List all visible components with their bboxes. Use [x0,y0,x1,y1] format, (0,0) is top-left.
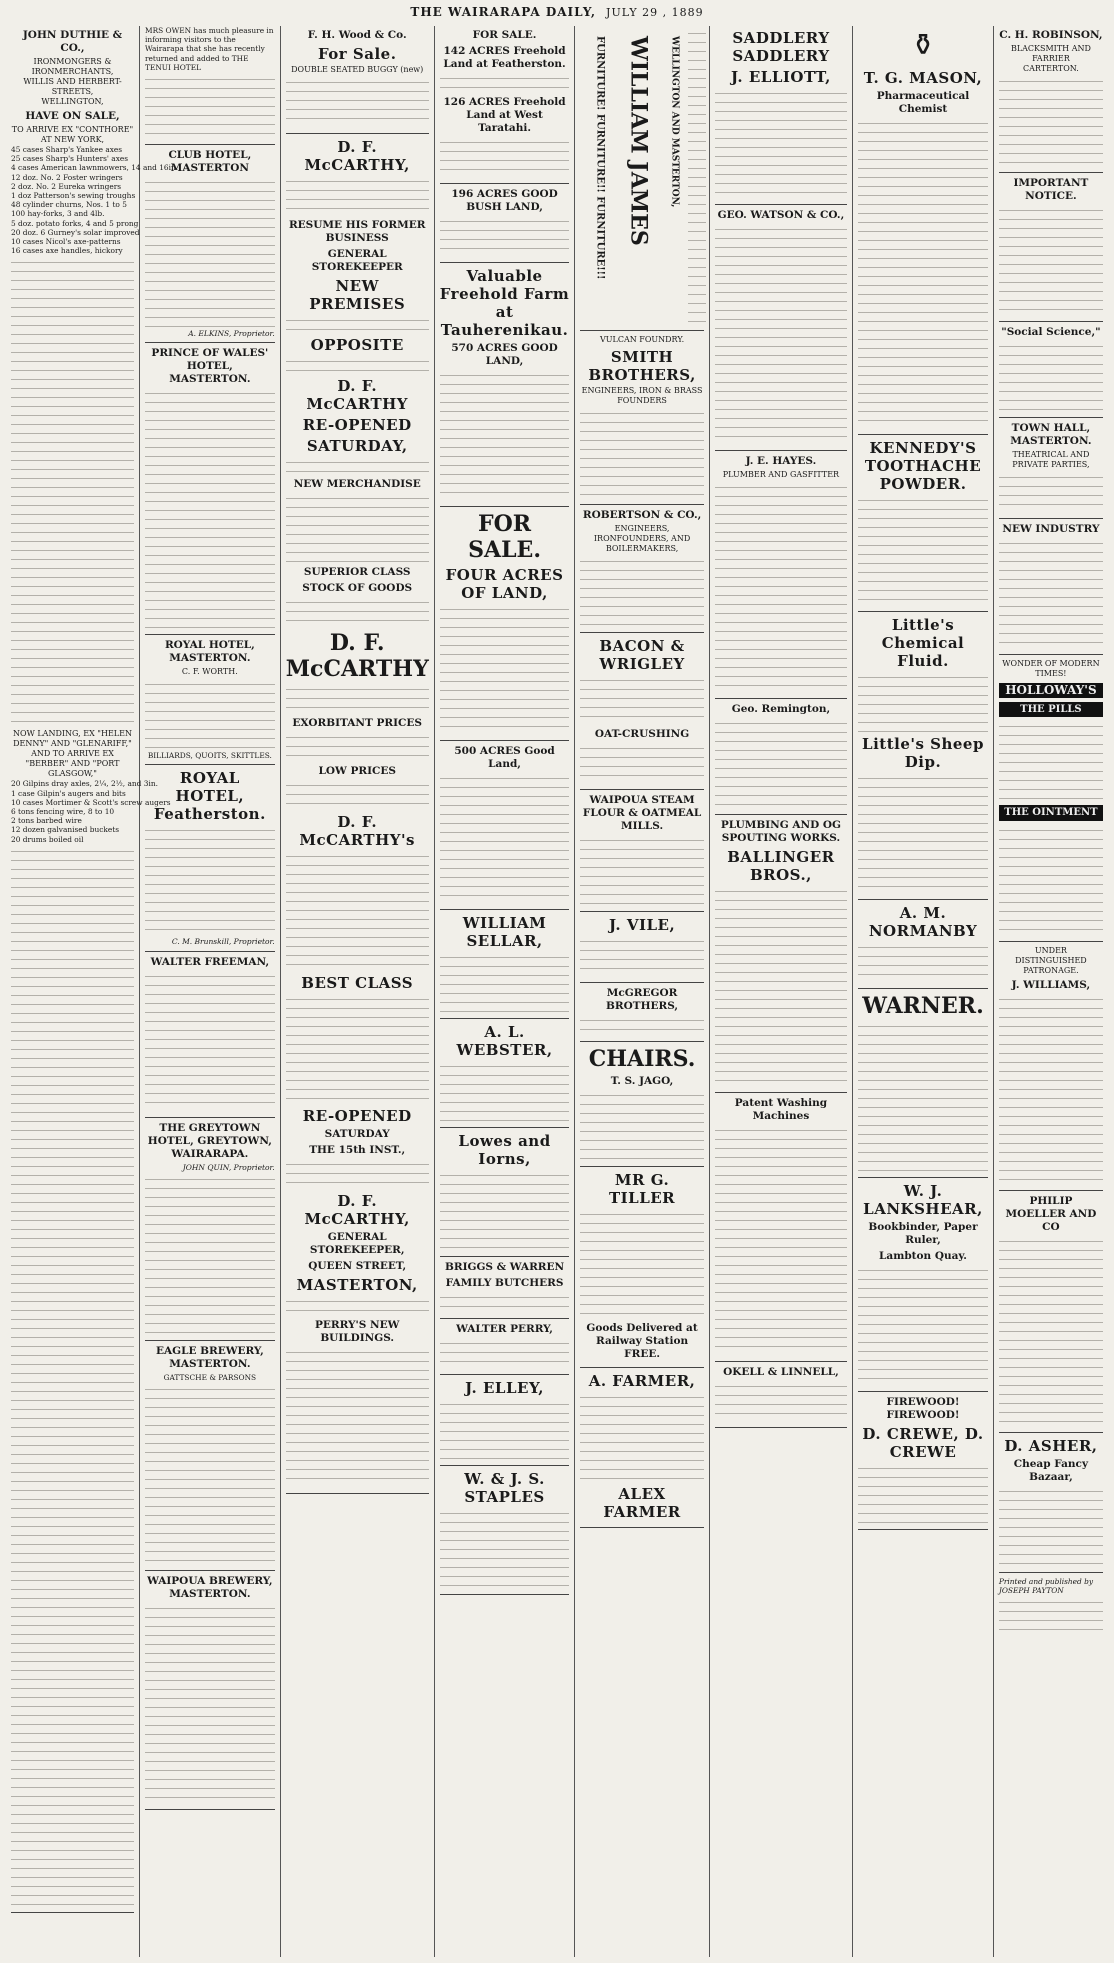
land-126: 126 ACRES Freehold Land at West Taratahi. [443,96,566,134]
duthie-item2: 12 dozen galvanised buckets [11,825,120,835]
crewe-heading: D. CREWE, D. CREWE [862,1425,984,1461]
column-1 [6,26,179,1957]
prince-heading: PRINCE OF WALES' HOTEL, MASTERTON. [151,347,269,386]
washing-ad [715,1097,847,1362]
duthie-item: 25 cases Sharp's Hunters' axes [11,154,129,164]
sellar-heading: WILLIAM SELLAR, [462,914,547,950]
industry-ad [999,523,1103,655]
text-block [286,493,429,563]
mccarthy-saturday-2: SATURDAY [324,1128,390,1140]
club-heading: CLUB HOTEL, MASTERTON [168,149,252,175]
firewood-heading: FIREWOOD! FIREWOOD! [886,1396,960,1421]
mccarthy-reopened-2: RE-OPENED [302,1107,412,1125]
lankshear-trade: Bookbinder, Paper Ruler, [868,1221,978,1246]
text-block [999,341,1103,411]
elliott-heading: J. ELLIOTT, [731,68,831,86]
text-block [999,1597,1103,1637]
townhall-heading: TOWN HALL, MASTERTON. [1010,422,1092,447]
duthie-item: 12 doz. No. 2 Foster wringers [11,172,123,182]
farmer-heading: A. FARMER, [588,1372,696,1390]
ballinger-heading: BALLINGER BROS., [727,848,835,884]
mccarthy-resume: RESUME HIS FORMER BUSINESS [288,219,426,244]
royal-ad [145,639,275,765]
text-block [858,773,988,893]
mccarthy-name-3: D. F. McCARTHY [285,630,429,682]
holloway-heading: HOLLOWAY'S [999,683,1103,698]
elley-ad [440,1379,570,1466]
oat-crushing: OAT-CRUSHING [594,728,690,740]
remington-ad [715,703,847,815]
normanby-heading: A. M. NORMANBY [868,904,978,940]
townhall-ad [999,422,1103,519]
text-block [145,825,275,935]
text-block [11,846,134,1906]
tenui-ad [145,26,275,145]
little-ad [858,616,988,900]
text-block [580,1209,703,1319]
robertson-heading: ROBERTSON & CO., [582,509,702,521]
text-block [580,408,703,498]
column-3 [281,26,435,1957]
little-dip: Little's Sheep Dip. [862,735,984,771]
land-ad [440,29,570,184]
watson-heading: GEO. WATSON & CO., [717,209,845,221]
text-block [145,679,275,749]
jago-heading: T. S. JAGO, [610,1075,674,1087]
mccarthy-queen: QUEEN STREET, [308,1260,407,1272]
warner-ad [858,993,988,1178]
four-acres-ad [440,511,570,741]
eagle-ad [145,1345,275,1571]
mccarthy-date: THE 15th INST., [309,1144,406,1156]
text-block [580,675,703,725]
ointment-heading: THE OINTMENT [999,805,1103,820]
duthie-ad [11,29,179,1913]
column-8 [994,26,1108,1957]
bacon-ad [580,637,703,790]
text-block [580,835,703,905]
text-block [440,604,570,734]
duthie-item2: 20 Gilpins dray axles, 2¼, 2½, and 3in. [11,779,158,789]
text-block [580,1392,703,1482]
mccarthy-opposite: OPPOSITE [310,336,404,354]
text-block [286,1296,429,1316]
duthie-item: 20 doz. 6 Gurney's solar improved [11,227,140,237]
text-block [858,672,988,732]
mccarthy-storekeeper: GENERAL STOREKEEPER [311,248,403,273]
text-block [999,721,1103,801]
duthie-firm: JOHN DUTHIE & CO., [22,29,123,54]
waipoua-brewery-ad [145,1575,275,1810]
text-block [286,684,429,714]
column-2 [140,26,281,1957]
sellar-ad [440,914,570,1019]
text-block [715,886,847,1086]
duthie-sale: HAVE ON SALE, [25,110,120,122]
robertson-ad [580,509,703,633]
chairs-ad [580,1046,703,1167]
text-block [145,971,275,1111]
tiller-goods: Goods Delivered at Railway Station FREE. [586,1322,698,1360]
text-block [286,732,429,762]
williams-ad [999,946,1103,1191]
text-block [286,77,429,127]
text-block [440,952,570,1012]
masthead-title: THE WAIRARAPA DAILY, [410,5,597,19]
duthie-item: 16 cases axe handles, hickory [11,246,123,256]
notice-ad [999,177,1103,322]
perry-ad [440,1323,570,1375]
four-acres-forsale: FOR SALE. [468,511,541,563]
briggs-ad [440,1261,570,1319]
duthie-item2: 10 cases Mortimer & Scott's screw augers [11,797,171,807]
column-7 [853,26,994,1957]
duthie-item2: 1 case Gilpin's augers and bits [11,788,126,798]
furniture-ad [580,26,703,331]
mccarthy-best: BEST CLASS [301,974,414,992]
mason-heading: T. G. MASON, [863,69,983,87]
hayes-heading: J. E. HAYES. [745,455,817,467]
lankshear-location: Lambton Quay. [879,1250,967,1262]
mccarthy-premises: NEW PREMISES [309,277,406,313]
text-block [11,257,134,727]
vile-heading: J. VILE, [608,916,676,934]
gattsche: GATTSCHE & PARSONS [163,1372,257,1382]
masthead [0,0,1114,24]
wood-ad [286,29,429,134]
furniture-james: WILLIAM JAMES [626,36,653,246]
smith-trade: ENGINEERS, IRON & BRASS FOUNDERS [581,386,703,405]
text-block [440,1508,570,1588]
text-block [286,597,429,627]
firewood-ad [858,1396,988,1530]
freeman-heading: WALTER FREEMAN, [150,955,270,968]
land-500-ad [440,745,570,910]
saddlery-ad [715,29,847,205]
text-block [858,1463,988,1523]
moeller-heading: PHILIP MOELLER AND CO [1005,1194,1097,1233]
bacon-heading: BACON & WRIGLEY [599,637,685,673]
column-4 [435,26,576,1957]
duthie-address: WILLIS AND HERBERT-STREETS, [23,77,122,96]
williams-heading: J. WILLIAMS, [1011,978,1091,991]
mccarthy-exorbitant: EXORBITANT PRICES [292,717,422,729]
four-acres-heading: FOUR ACRES OF LAND, [445,566,564,602]
duthie-landing: NOW LANDING, EX "HELEN DENNY" AND "GLENARIFF," AND TO ARRIVE EX "BERBER" AND "PORT GLASGOW," [13,729,132,779]
mccarthy-name-2: D. F. McCARTHY [306,377,408,413]
columns [6,26,1108,1957]
text-block [440,73,570,93]
smith-heading: SMITH BROTHERS, [588,348,696,384]
prince-ad [145,347,275,635]
mccarthy-superior: SUPERIOR CLASS [303,566,411,578]
saddlery-heading: SADDLERY SADDLERY [732,29,830,65]
text-block [440,1170,570,1250]
mccarthy-reopened: RE-OPENED [302,416,412,434]
duthie-item: 4 cases American lawnmowers, 14 and 16in. [11,163,179,173]
text-block [580,1090,703,1160]
column-6 [710,26,853,1957]
text-block [286,356,429,374]
duthie-item2: 20 drums boiled oil [11,834,84,844]
patronage: UNDER DISTINGUISHED PATRONAGE. [1015,945,1087,975]
text-block [715,224,847,444]
elley-heading: J. ELLEY, [465,1379,544,1397]
washing-heading: Patent Washing Machines [734,1097,828,1122]
toothache-heading: KENNEDY'S TOOTHACHE POWDER. [864,439,982,493]
mccarthy-masterton: MASTERTON, [296,1276,418,1294]
text-block [858,942,988,982]
wood-buggy: DOUBLE SEATED BUGGY (new) [291,65,424,74]
text-block [145,1603,275,1803]
duthie-item: 100 hay-forks, 3 and 4lb. [11,209,105,219]
robertson-trade: ENGINEERS, IRONFOUNDERS, AND BOILERMAKERS, [593,524,691,553]
mccarthy-name-4: D. F. McCARTHY's [299,813,415,849]
club-signature: A. ELKINS, Proprietor. [188,329,275,339]
briggs-butchers: FAMILY BUTCHERS [445,1277,564,1289]
briggs-heading: BRIGGS & WARREN [444,1261,565,1273]
little-fluid: Little's Chemical Fluid. [881,616,965,670]
text-block [715,718,847,808]
text-block [999,825,1103,935]
mccarthy-merchandise: NEW MERCHANDISE [293,478,421,490]
land-196: 196 ACRES GOOD BUSH LAND, [451,188,558,213]
land-142: 142 ACRES Freehold Land at Featherston. [443,45,566,70]
waipoua-mills-ad [580,794,703,912]
text-block [440,1399,570,1459]
eagle-heading: EAGLE BREWERY, MASTERTON. [155,1344,264,1370]
text-block [715,88,847,198]
quin-signature: JOHN QUIN, Proprietor. [182,1162,275,1172]
text-block [858,495,988,605]
mcgregor-heading: McGREGOR BROTHERS, [606,987,679,1012]
furniture-vertical-mid [620,26,656,322]
tiller-ad [580,1171,703,1368]
farmer-footer: ALEX FARMER [603,1485,681,1521]
text-block [440,1061,570,1121]
webster-heading: A. L. WEBSTER, [456,1023,553,1059]
text-block [999,1486,1103,1566]
duthie-item: 45 cases Sharp's Yankee axes [11,145,123,154]
lankshear-ad [858,1182,988,1392]
text-block [286,315,429,333]
mccarthy-perry: PERRY'S NEW BUILDINGS. [315,1319,400,1344]
text-block [145,74,275,138]
text-block [286,1159,429,1189]
plumbing-heading: PLUMBING AND OG SPOUTING WORKS. [720,819,841,844]
royal-heading: ROYAL HOTEL, MASTERTON. [164,639,255,665]
text-block [999,994,1103,1184]
text-block [145,388,275,628]
plumbing-ad [715,819,847,1093]
wood-firm: F. H. Wood & Co. [307,29,407,41]
text-block [715,482,847,692]
duthie-item: 5 doz. potato forks, 4 and 5 prong [11,218,139,228]
hayes-trade: PLUMBER AND GASFITTER [722,470,840,479]
text-block [145,1384,275,1564]
watson-ad [715,209,847,451]
duthie-item: 2 doz. No. 2 Eureka wringers [11,181,122,191]
furniture-title: FURNITURE! FURNITURE!! FURNITURE!!! [595,36,607,280]
duthie-item2: 6 tons fencing wire, 8 to 10 [11,807,115,817]
waipoua-brewery-heading: WAIPOUA BREWERY, MASTERTON. [147,1575,273,1601]
staples-heading: W. & J. S. STAPLES [464,1470,545,1506]
greytown-heading: THE GREYTOWN HOTEL, GREYTOWN, WAIRARAPA. [147,1121,272,1160]
robinson-heading: C. H. ROBINSON, [999,29,1103,41]
text-block [858,1021,988,1171]
perry-heading: WALTER PERRY, [456,1323,553,1335]
mccarthy-saturday: SATURDAY, [306,437,408,455]
moeller-ad [999,1195,1103,1433]
chairs-heading: CHAIRS. [588,1046,696,1072]
text-block [440,370,570,500]
mccarthy-ad [286,138,429,1494]
text-block [440,1338,570,1368]
land-500: 500 ACRES Good Land, [454,745,555,770]
lowes-ad [440,1132,570,1257]
social-ad [999,326,1103,418]
robinson-ad [999,29,1103,173]
toothache-ad [858,439,988,612]
waipoua-mills-heading: WAIPOUA STEAM FLOUR & OATMEAL MILLS. [582,794,702,832]
greytown-ad [145,1122,275,1341]
text-block [580,936,703,976]
text-block [858,118,988,428]
pills-heading: THE PILLS [999,702,1103,717]
vulcan-heading: VULCAN FOUNDRY. [600,335,685,344]
asher-bazaar: Cheap Fancy Bazaar, [1013,1457,1089,1483]
text-block [440,216,570,256]
text-block [999,1236,1103,1426]
column-5 [575,26,709,1957]
text-block [145,177,275,327]
land-forsale: FOR SALE. [472,29,537,41]
text-block [440,773,570,903]
social-heading: "Social Science," [1001,326,1101,338]
furniture-vertical-left [588,26,610,322]
mccarthy-stock: STOCK OF GOODS [302,582,413,594]
club-ad [145,149,275,343]
mccarthy-low: LOW PRICES [318,765,396,777]
farmer-ad [580,1372,703,1528]
bush-ad [440,188,570,263]
freeman-ad [145,956,275,1118]
duthie-item: 1 doz Patterson's sewing troughs [11,191,136,201]
royal-featherston-ad [145,769,275,951]
robinson-trade: BLACKSMITH AND FARRIER [1010,44,1091,63]
text-block [858,1265,988,1385]
warner-heading: WARNER. [862,993,984,1019]
mcgregor-ad [580,987,703,1042]
text-block [440,1292,570,1312]
normanby-ad [858,904,988,989]
text-block [715,1381,847,1421]
hayes-ad [715,455,847,699]
text-block [580,1015,703,1035]
text-block [580,743,703,783]
text-block [999,205,1103,315]
duthie-item: 10 cases Nicol's axe-patterns [11,237,121,247]
text-block [580,556,703,626]
text-block [999,538,1103,648]
lowes-heading: Lowes and Iorns, [458,1132,551,1168]
mason-trade: Pharmaceutical Chemist [876,90,970,115]
duthie-arrive: TO ARRIVE EX "CONTHORE" AT NEW YORK, [11,125,134,144]
text-block [286,176,429,216]
imprint [999,1577,1103,1637]
text-block [688,28,706,324]
robinson-town: CARTERTON. [1023,64,1079,73]
staples-ad [440,1470,570,1595]
mccarthy-storekeeper-2: GENERAL STOREKEEPER, [309,1231,405,1256]
holloway-ad [999,659,1103,942]
text-block [286,457,429,475]
mccarthy-name-5: D. F. McCARTHY, [304,1192,410,1228]
farm-ad [440,267,570,507]
vile-ad [580,916,703,983]
text-block [715,1125,847,1355]
text-block [286,1347,429,1487]
theatrical-heading: THEATRICAL AND PRIVATE PARTIES, [1012,450,1090,469]
billiards: BILLIARDS, QUOITS, SKITTLES. [147,751,272,761]
brunskill-signature: C. M. Brunskill, Proprietor. [171,937,275,947]
text-block [145,1174,275,1334]
mason-ad [858,26,988,435]
wonder-heading: WONDER OF MODERN TIMES! [1002,659,1100,678]
text-block [999,76,1103,166]
tiller-heading: MR G. TILLER [608,1171,676,1207]
industry-heading: NEW INDUSTRY [1002,523,1100,535]
furniture-location: WELLINGTON AND MASTERTON, [670,36,681,208]
imprint-text: Printed and published by JOSEPH PAYTON [998,1576,1094,1595]
royal-featherston-heading: ROYAL HOTEL, Featherston. [153,769,266,824]
furniture-vertical-right [664,26,684,322]
tenui-text: MRS OWEN has much pleasure in informing visitors to the Wairarapa that she has recently returned and added to THE TENUI HOTEL [145,26,274,72]
mccarthy-name: D. F. McCARTHY, [304,138,410,174]
lankshear-heading: W. J. LANKSHEAR, [863,1182,983,1218]
vulcan-ad [580,335,703,505]
text-block [440,137,570,177]
duthie-item2: 2 tons barbed wire [11,816,82,826]
text-block [286,780,429,810]
farm-heading: Valuable Freehold Farm at Tauherenikau. [439,267,570,339]
asher-heading: D. ASHER, [1004,1436,1098,1455]
webster-ad [440,1023,570,1128]
land-570: 570 ACRES GOOD LAND, [451,342,558,367]
text-block [286,994,429,1104]
duthie-item: 48 cylinder churns, Nos. 1 to 5 [11,200,127,210]
notice-heading: IMPORTANT NOTICE. [1013,177,1089,202]
okell-heading: OKELL & LINNELL, [723,1366,839,1378]
text-block [999,472,1103,512]
masthead-date: JULY 29 , 1889 [606,5,704,19]
royal-proprietor: C. F. WORTH. [181,667,238,677]
duthie-town: WELLINGTON, [41,97,104,106]
text-block [286,851,429,971]
duthie-trade: IRONMONGERS & IRONMERCHANTS, [31,57,114,76]
wood-forsale: For Sale. [317,45,397,63]
remington-heading: Geo. Remington, [731,703,831,715]
okell-ad [715,1366,847,1428]
mortar-icon: ⚱ [910,28,936,63]
asher-ad [999,1437,1103,1573]
